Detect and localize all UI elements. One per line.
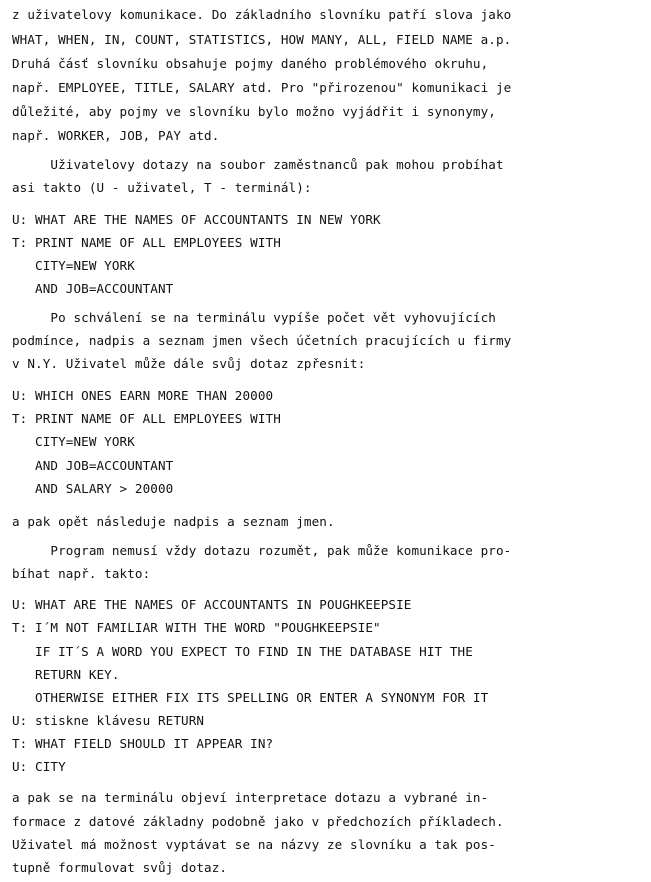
text-line: a pak se na terminálu objeví interpretace dotazu a vybrané in-: [12, 790, 489, 805]
text-line: podmínce, nadpis a seznam jmen všech účetních pracujících u firmy: [12, 333, 512, 348]
text-line: AND JOB=ACCOUNTANT: [12, 458, 174, 473]
text-line: v N.Y. Uživatel může dále svůj dotaz zpřesnit:: [12, 356, 366, 371]
text-line: Druhá čásť slovníku obsahuje pojmy daného problémového okruhu,: [12, 56, 489, 71]
text-line: CITY=NEW YORK: [12, 434, 135, 449]
text-line: T: PRINT NAME OF ALL EMPLOYEES WITH: [12, 235, 281, 250]
text-line: bíhat např. takto:: [12, 566, 151, 581]
text-line: AND SALARY > 20000: [12, 481, 174, 496]
text-line: např. EMPLOYEE, TITLE, SALARY atd. Pro "přirozenou" komunikaci je: [12, 80, 512, 95]
text-line: IF IT´S A WORD YOU EXPECT TO FIND IN THE DATABASE HIT THE: [12, 644, 473, 659]
text-line: CITY=NEW YORK: [12, 258, 135, 273]
text-line: AND JOB=ACCOUNTANT: [12, 281, 174, 296]
text-line: formace z datové základny podobně jako v předchozích příkladech.: [12, 814, 504, 829]
text-line: důležité, aby pojmy ve slovníku bylo možno vyjádřit i synonymy,: [12, 104, 496, 119]
text-line: např. WORKER, JOB, PAY atd.: [12, 128, 220, 143]
text-line: U: WHICH ONES EARN MORE THAN 20000: [12, 388, 274, 403]
text-line: T: PRINT NAME OF ALL EMPLOYEES WITH: [12, 411, 281, 426]
text-line: RETURN KEY.: [12, 667, 120, 682]
text-line: Uživatel má možnost vyptávat se na názvy ze slovníku a tak pos-: [12, 837, 496, 852]
text-line: U: stiskne klávesu RETURN: [12, 713, 205, 728]
text-line: Uživatelovy dotazy na soubor zaměstnanců pak mohou probíhat: [12, 157, 504, 172]
text-line: WHAT, WHEN, IN, COUNT, STATISTICS, HOW MANY, ALL, FIELD NAME a.p.: [12, 32, 512, 47]
text-line: Program nemusí vždy dotazu rozumět, pak může komunikace pro-: [12, 543, 512, 558]
text-line: U: CITY: [12, 759, 66, 774]
text-line: T: WHAT FIELD SHOULD IT APPEAR IN?: [12, 736, 274, 751]
text-line: U: WHAT ARE THE NAMES OF ACCOUNTANTS IN POUGHKEEPSIE: [12, 597, 412, 612]
text-line: z uživatelovy komunikace. Do základního slovníku patří slova jako: [12, 7, 512, 22]
text-line: Po schválení se na terminálu vypíše počet vět vyhovujících: [12, 310, 496, 325]
text-line: a pak opět následuje nadpis a seznam jmen.: [12, 514, 335, 529]
text-line: U: WHAT ARE THE NAMES OF ACCOUNTANTS IN NEW YORK: [12, 212, 381, 227]
text-line: T: I´M NOT FAMILIAR WITH THE WORD "POUGHKEEPSIE": [12, 620, 381, 635]
text-line: OTHERWISE EITHER FIX ITS SPELLING OR ENTER A SYNONYM FOR IT: [12, 690, 489, 705]
text-line: tupně formulovat svůj dotaz.: [12, 860, 228, 875]
text-line: asi takto (U - uživatel, T - terminál):: [12, 180, 312, 195]
